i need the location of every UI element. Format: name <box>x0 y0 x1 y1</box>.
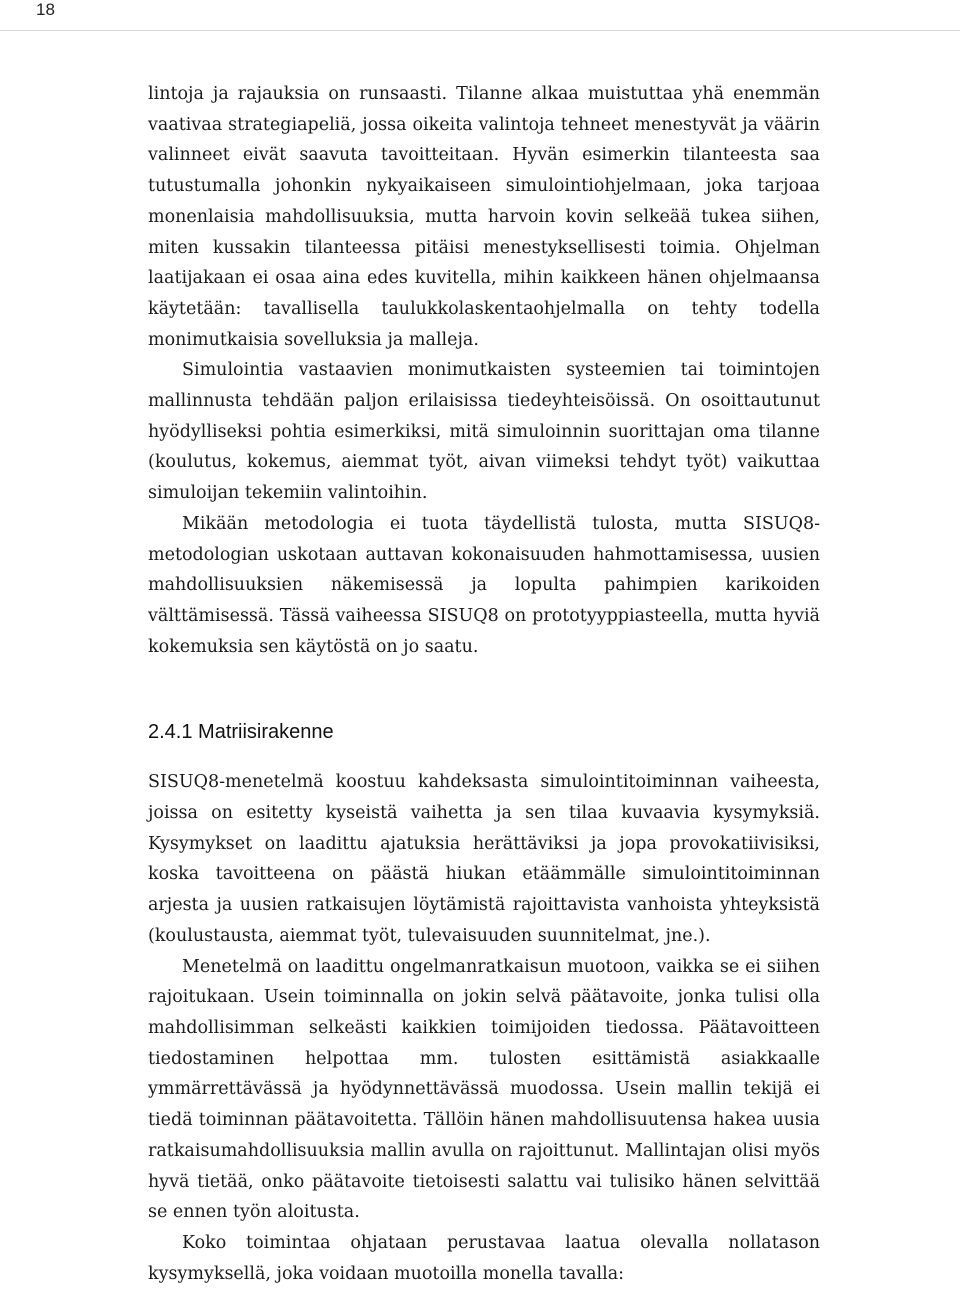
paragraph-zero-level-question: Koko toimintaa ohjataan perustavaa laatua olevalla nollatason kysymyksellä, joka voidaan muotoilla monella tavalla: <box>148 1232 820 1284</box>
paragraph-problem-solving: Menetelmä on laadittu ongelmanratkaisun muotoon, vaikka se ei siihen rajoitukaan. Usein toiminnalla on jokin selvä päätavoite, jonka tulisi olla mahdollisimman selkeästi kaikkien toimijoiden tiedossa. Päätavoitteen tiedostaminen helpottaa mm. tulosten esittämistä asiakkaalle ymmärrettävässä ja hyödynnettävässä muodossa. Usein mallin tekijä ei tiedä toiminnan päätavoitetta. Tällöin hänen mahdollisuutensa hakea uusia ratkaisumahdollisuuksia mallin avulla on rajoittunut. Mallintajan olisi myös hyvä tietää, onko päätavoite tietoisesti salattu vai tulisiko hänen selvittää se ennen työn aloitusta. <box>148 956 820 1223</box>
paragraph-methodology: Mikään metodologia ei tuota täydellistä tulosta, mutta SISUQ8-metodologian uskotaan auttavan kokonaisuuden hahmottamisessa, uusien mahdollisuuksien näkemisessä ja lopulta pahimpien karikoiden välttämisessä. Tässä vaiheessa SISUQ8 on prototyyppiasteella, mutta hyviä kokemuksia sen käytöstä on jo saatu. <box>148 513 820 657</box>
header-divider <box>0 30 960 31</box>
page-number: 18 <box>36 0 55 19</box>
paragraph-method-structure: SISUQ8-menetelmä koostuu kahdeksasta simulointitoiminnan vaiheesta, joissa on esitetty kyseistä vaihetta ja sen tilaa kuvaavia kysymyksiä. Kysymykset on laadittu ajatuksia herättäviksi ja jopa provokatiivisiksi, koska tavoitteena on päästä hiukan etäämmälle simulointitoiminnan arjesta ja uusien ratkaisujen löytämistä rajoittavista vanhoista yhteyksistä (koulustausta, aiemmat työt, tulevaisuuden suunnitelmat, jne.). <box>148 772 820 946</box>
paragraph-continued: lintoja ja rajauksia on runsaasti. Tilanne alkaa muistuttaa yhä enemmän vaativaa strategiapeliä, jossa oikeita valintoja tehneet menestyvät ja väärin valinneet eivät saavuta tavoitteitaan. Hyvän esimerkin tilanteesta saa tutustumalla johonkin nykyaikaiseen simulointiohjelmaan, joka tarjoaa monenlaisia mahdollisuuksia, mutta harvoin kovin selkeää tukea siihen, miten kussakin tilanteessa pitäisi menestyksellisesti toimia. Ohjelman laatijakaan ei osaa aina edes kuvitella, mihin kaikkeen hänen ohjelmaansa käytetään: tavallisella taulukkolaskentaohjelmalla on tehty todella monimutkaisia sovelluksia ja malleja. <box>148 84 820 350</box>
page-body <box>148 79 820 1289</box>
section-heading: 2.4.1 Matriisirakenne <box>148 721 334 744</box>
paragraph-simulation-modeling: Simulointia vastaavien monimutkaisten systeemien tai toimintojen mallinnusta tehdään paljon erilaisissa tiedeyhteisöissä. On osoittautunut hyödylliseksi pohtia esimerkiksi, mitä simuloinnin suorittajan oma tilanne (koulutus, kokemus, aiemmat työt, aivan viimeksi tehdyt työt) vaikuttaa simuloijan tekemiin valintoihin. <box>148 360 820 504</box>
